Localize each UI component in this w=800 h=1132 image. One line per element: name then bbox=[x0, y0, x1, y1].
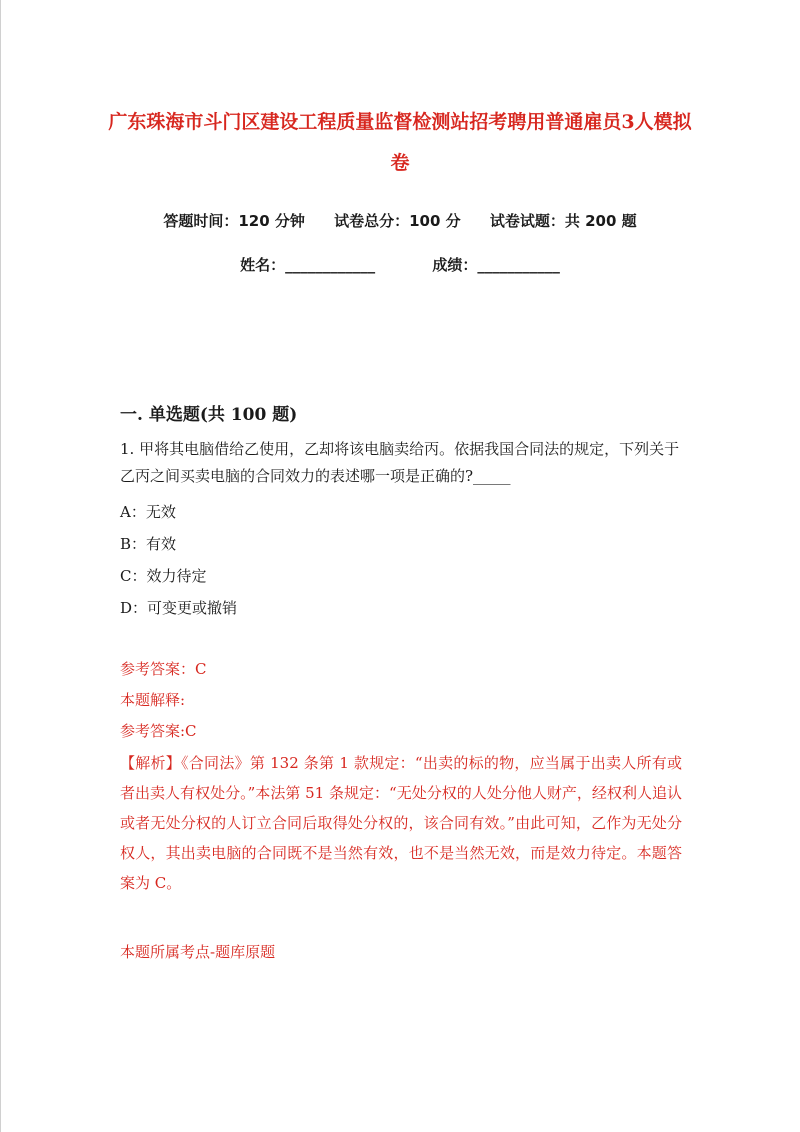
exam-total-score: 试卷总分：100 分 bbox=[334, 212, 461, 230]
reference-answer-2: 参考答案:C bbox=[120, 722, 197, 740]
explanation-label: 本题解释: bbox=[120, 691, 186, 709]
explanation-text: 【解析】《合同法》第 132 条第 1 款规定：“出卖的标的物，应当属于出卖人所有或者出卖人有权处分。”本法第 51 条规定：“无处分权的人处分他人财产，经权利人追认或者无处分权的人订立合同后取得处分权的，该合同有效。”由此可知，乙作为无处分权人，其出卖电脑的合同既不是当然有效，也不是当然无效，而是效力待定。本题答案为 C。 bbox=[120, 754, 682, 892]
question-text: 1. 甲将其电脑借给乙使用，乙却将该电脑卖给丙。依据我国合同法的规定，下列关于乙丙之间买卖电脑的合同效力的表述哪一项是正确的?_____ bbox=[120, 440, 680, 485]
page-left-border bbox=[0, 0, 1, 1132]
reference-answer: 参考答案：C bbox=[120, 660, 207, 678]
topic-line: 本题所属考点-题库原题 bbox=[120, 943, 276, 961]
exam-meta bbox=[0, 210, 800, 231]
option-c: C：效力待定 bbox=[120, 567, 207, 585]
exam-title: 广东珠海市斗门区建设工程质量监督检测站招考聘用普通雇员3人模拟卷 bbox=[108, 111, 692, 174]
section-title: 一. 单选题(共 100 题) bbox=[120, 405, 298, 425]
exam-question-count: 试卷试题：共 200 题 bbox=[489, 212, 637, 230]
option-d: D：可变更或撤销 bbox=[120, 599, 238, 617]
option-b: B：有效 bbox=[120, 535, 177, 553]
exam-time: 答题时间：120 分钟 bbox=[163, 212, 305, 230]
score-field: 成绩：___________ bbox=[432, 256, 560, 274]
name-field: 姓名：____________ bbox=[240, 256, 376, 274]
candidate-fields bbox=[0, 254, 800, 275]
option-a: A：无效 bbox=[120, 503, 176, 521]
